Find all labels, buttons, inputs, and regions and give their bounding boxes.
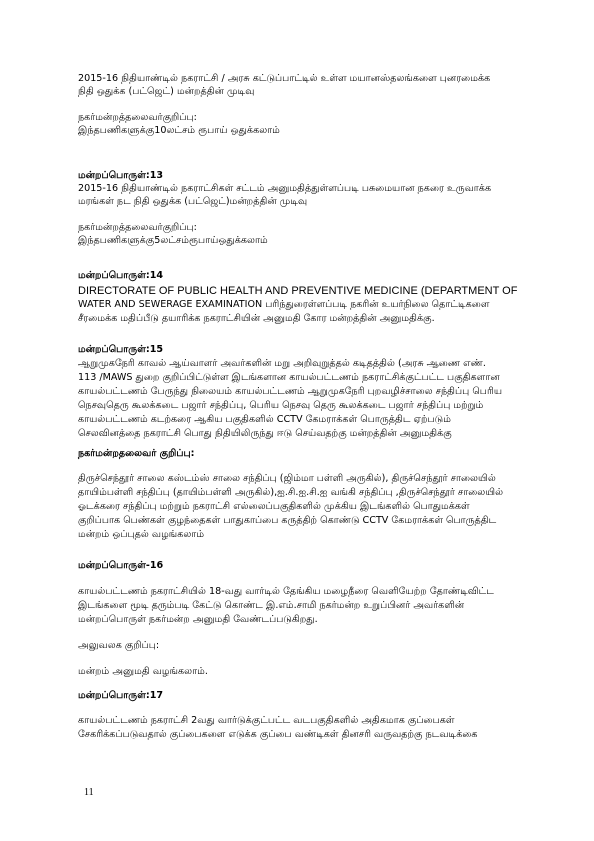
text-line: இந்தபணிகளுக்கு10லட்சம் ரூபாய் ஒதுக்கலாம் bbox=[78, 124, 280, 136]
text-line: நகர்மன்றத்தலைவர்குறிப்பு: bbox=[78, 222, 197, 233]
text-line: DIRECTORATE OF PUBLIC HEALTH AND PREVENTIVE MEDICINE (DEPARTMENT OF bbox=[78, 285, 518, 297]
resolution-heading-13 bbox=[78, 170, 518, 183]
heading-text: நகர்மன்றதலைவர் குறிப்பு: bbox=[78, 448, 195, 459]
text-line: இடங்களை மூடி தரும்படி கேட்டு கொண்ட இ.எம்.சாமி நகர்மன்ற உறுப்பினர் அவர்களின் bbox=[78, 600, 465, 611]
heading-text: மன்றப்பொருள்:15 bbox=[78, 344, 164, 355]
paragraph-tree-planting bbox=[78, 183, 518, 208]
text-line: சேகரிக்கப்படுவதால் குப்பைகளை எடுக்க குப்பை வண்டிகள் தினசரி வருவதற்கு நடவடிக்கை bbox=[78, 729, 478, 740]
chairman-note-13 bbox=[78, 222, 518, 247]
resolution-heading-15 bbox=[78, 344, 518, 357]
text-line: நகர்மன்றத்தலைவர்குறிப்பு: bbox=[78, 112, 197, 123]
paragraph-cemetery-budget bbox=[78, 73, 518, 98]
heading-text: மன்றப்பொருள்:17 bbox=[78, 690, 164, 701]
office-note-label bbox=[78, 640, 518, 653]
chairman-note-12 bbox=[78, 112, 518, 137]
text-line: தாயிம்பள்ளி சந்திப்பு (தாயிம்பள்ளி அருகில்),ஐ.சி.ஐ.சி.ஐ வங்கி சந்திப்பு ,திருச்செந்தூர் சாலையில் bbox=[78, 487, 504, 498]
text-line: அலுவலக குறிப்பு: bbox=[78, 640, 160, 651]
text-line: மன்றம் ஒப்புதல் வழங்கலாம் bbox=[78, 529, 205, 540]
paragraph-ward-18 bbox=[78, 585, 518, 627]
text-line: காயல்பட்டணம் கடற்கரை ஆகிய பகுதிகளில் CCTV கேமராக்கள் பொருத்திட ஏற்படும் bbox=[78, 414, 451, 425]
text-line: காயல்பட்டணம் நகராட்சி 2வது வார்டுக்குட்பட்ட வடபகுதிகளில் அதிகமாக குப்பைகள் bbox=[78, 715, 455, 726]
text-line: 2015-16 நிதியாண்டில் நகராட்சிகள் சட்டம் அனுமதித்துள்ளப்படி பசுமையான நகரை உருவாக்க bbox=[78, 183, 492, 194]
text-line: 113 /MAWS துறை குறிப்பிட்டுள்ள இடங்களான காயல்பட்டணம் நகராட்சிக்குட்பட்ட பகுதிகளான bbox=[78, 372, 500, 383]
text-line: காயல்பட்டணம் நகராட்சியில் 18-வது வார்டில் தேங்கிய மழைநீரை வெளியேற்ற தோண்டிவிட்ட bbox=[78, 586, 494, 597]
text-line: மன்றம் அனுமதி வழங்கலாம். bbox=[78, 666, 208, 677]
resolution-heading-17 bbox=[78, 690, 518, 703]
text-line: இந்தபணிகளுக்கு5லட்சம்ரூபாய்ஒதுக்கலாம் bbox=[78, 234, 268, 246]
text-line: ஆறுமுகநேரி காவல் ஆய்வாளர் அவர்களின் மறு அறிவுறுத்தல் கடிதத்தில் (அரசு ஆணை எண். bbox=[78, 358, 486, 369]
chairman-note-heading bbox=[78, 448, 518, 461]
heading-text: மன்றப்பொருள்-16 bbox=[78, 560, 164, 571]
text-line: WATER AND SEWERAGE EXAMINATION பரிந்துரைள்ளப்படி நகரின் உயர்நிலை தொட்டிகளை bbox=[78, 299, 490, 310]
text-line: 2015-16 நிதியாண்டில் நகராட்சி / அரசு கட்டுப்பாட்டில் உள்ள மயானஸ்தலங்களை புனரமைக்க bbox=[78, 73, 491, 84]
text-line: சீரமைக்க மதிப்பீடு தயாரிக்க நகராட்சியின் அனுமதி கோர மன்றத்தின் அனுமதிக்கு. bbox=[78, 313, 435, 324]
text-line: செலவினத்தை நகராட்சி பொது நிதியிலிருந்து ஈடு செய்வதற்கு மன்றத்தின் அனுமதிக்கு bbox=[78, 428, 452, 439]
paragraph-water-tanks bbox=[78, 285, 530, 326]
heading-text: மன்றப்பொருள்:14 bbox=[78, 270, 164, 281]
text-line: மன்றப்பொருள் நகர்மன்ற அனுமதி வேண்டப்படுகிறது. bbox=[78, 614, 318, 625]
office-note-text bbox=[78, 666, 518, 679]
text-line: திருச்செந்தூர் சாலை கஸ்டம்ஸ் சாலை சந்திப்பு (ஜிம்மா பள்ளி அருகில்), திருச்செந்தூர் சாலையில் bbox=[78, 473, 496, 484]
heading-text: மன்றப்பொருள்:13 bbox=[78, 170, 164, 181]
page-number: 11 bbox=[84, 787, 94, 798]
text-line: நிதி ஒதுக்க (பட்ஜெட்) மன்றத்தின் முடிவு bbox=[78, 85, 255, 97]
text-line: நெசவுதெரு கூலக்கடை பஜார் சந்திப்பு, பெரிய நெசவு தெரு கூலக்கடை பஜார் சந்திப்பு மற்றும் bbox=[78, 400, 484, 411]
text-line: மரங்கள் நட நிதி ஒதுக்க (பட்ஜெட்)மன்றத்தின் முடிவு bbox=[78, 195, 308, 207]
paragraph-ward-2 bbox=[78, 714, 518, 742]
resolution-heading-14 bbox=[78, 270, 518, 283]
text-line: ஓடக்கரை சந்திப்பு மற்றும் நகராட்சி எல்லைப்பகுதிகளில் முக்கிய இடங்களில் பொதுமக்கள் bbox=[78, 501, 470, 512]
paragraph-cctv-locations bbox=[78, 472, 518, 542]
resolution-heading-16 bbox=[78, 560, 518, 573]
paragraph-cctv-request bbox=[78, 357, 518, 441]
text-line: காயல்பட்டணம் பேருந்து நிலையம் காயல்பட்டணம் ஆறுமுகநேரி புறவழிச்சாலை சந்திப்பு பெரிய bbox=[78, 386, 503, 397]
text-line: குறிப்பாக பெண்கள் குழந்தைகள் பாதுகாப்பை கருத்திற் கொண்டு CCTV கேமராக்கள் பொருத்திட bbox=[78, 515, 497, 526]
